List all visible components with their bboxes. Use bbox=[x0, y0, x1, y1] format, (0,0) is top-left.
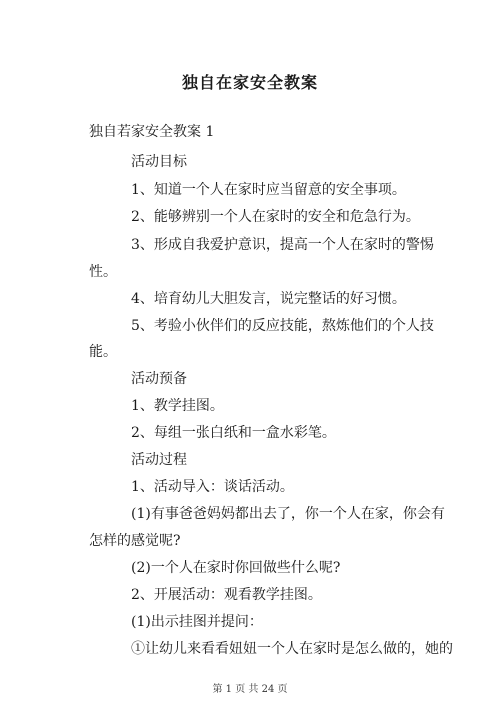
text-line: (2)一个人在家时你回做些什么呢? bbox=[131, 560, 341, 576]
page-footer: 第 1 页 共 24 页 bbox=[212, 684, 288, 695]
text-line: 活动预备 bbox=[131, 371, 187, 387]
text-line: 活动目标 bbox=[131, 154, 187, 170]
text-line: 1、教学挂图。 bbox=[131, 398, 224, 414]
text-line: ①让幼儿来看看妞妞一个人在家时是怎么做的，她的 bbox=[131, 641, 453, 657]
document-title: 独自在家安全教案 bbox=[181, 73, 318, 92]
text-line: 性。 bbox=[89, 264, 117, 280]
text-line: 1、活动导入：谈话活动。 bbox=[131, 479, 294, 495]
text-line: 能。 bbox=[89, 344, 117, 360]
text-line: 3、形成自我爱护意识，提高一个人在家时的警惕 bbox=[131, 237, 434, 253]
text-line: 怎样的感觉呢? bbox=[89, 533, 181, 549]
text-line: (1)出示挂图并提问： bbox=[131, 614, 263, 630]
text-line: 1、知道一个人在家时应当留意的安全事项。 bbox=[131, 182, 406, 198]
text-line: (1)有事爸爸妈妈都出去了，你一个人在家，你会有 bbox=[131, 506, 445, 522]
text-line: 2、开展活动：观看教学挂图。 bbox=[131, 587, 322, 603]
text-line: 5、考验小伙伴们的反应技能，熬炼他们的个人技 bbox=[131, 318, 434, 334]
text-line: 活动过程 bbox=[131, 452, 187, 468]
text-line: 2、能够辨别一个人在家时的安全和危急行为。 bbox=[131, 209, 420, 225]
text-line: 4、培育幼儿大胆发言，说完整话的好习惯。 bbox=[131, 291, 406, 307]
text-line: 2、每组一张白纸和一盒水彩笔。 bbox=[131, 425, 336, 441]
section-heading: 独自若家安全教案 1 bbox=[89, 124, 215, 140]
